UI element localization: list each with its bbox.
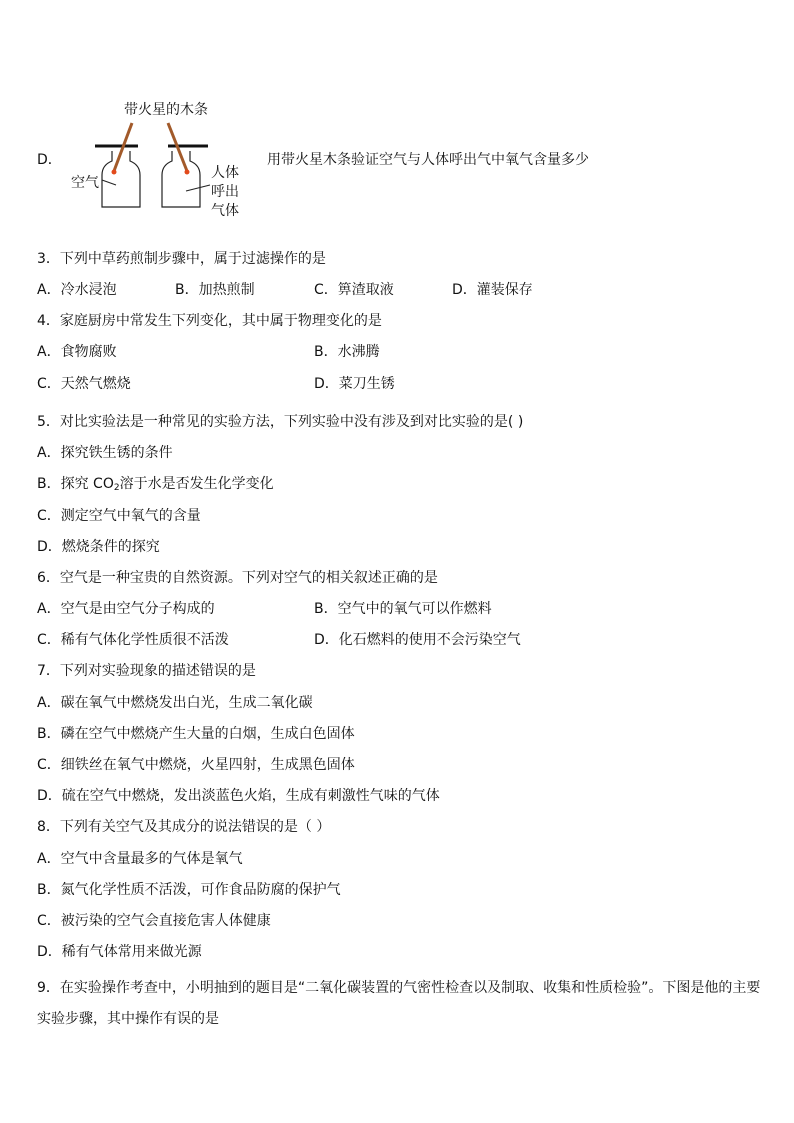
option-d-letter: D． — [37, 152, 62, 168]
q3-stem: 3．下列中草药煎制步骤中，属于过滤操作的是 — [37, 251, 326, 267]
q8-option-a: A．空气中含量最多的气体是氧气 — [37, 851, 243, 867]
q7-option-d: D．硫在空气中燃烧，发出淡蓝色火焰，生成有刺激性气味的气体 — [37, 788, 440, 804]
q6-stem: 6．空气是一种宝贵的自然资源。下列对空气的相关叙述正确的是 — [37, 570, 438, 586]
q3-option-c: C．箅渣取液 — [314, 282, 394, 298]
diagram-label-body-2: 呼出 — [211, 184, 239, 200]
q7-option-b: B．磷在空气中燃烧产生大量的白烟，生成白色固体 — [37, 726, 355, 742]
diagram-label-air: 空气 — [71, 175, 99, 191]
q5-option-a: A．探究铁生锈的条件 — [37, 445, 173, 461]
q3-option-a: A．冷水浸泡 — [37, 282, 117, 298]
q4-option-c: C．天然气燃烧 — [37, 376, 131, 392]
left-ember — [112, 170, 117, 175]
diagram-label-body-3: 气体 — [211, 203, 239, 219]
q8-stem: 8．下列有关空气及其成分的说法错误的是（ ） — [37, 819, 331, 835]
q5-option-c: C．测定空气中氧气的含量 — [37, 508, 201, 524]
q4-stem: 4．家庭厨房中常发生下列变化，其中属于物理变化的是 — [37, 313, 382, 329]
q4-option-d: D．菜刀生锈 — [314, 376, 395, 392]
q7-option-c: C．细铁丝在氧气中燃烧，火星四射，生成黑色固体 — [37, 757, 355, 773]
q5-option-d: D．燃烧条件的探究 — [37, 539, 160, 555]
right-ember — [185, 170, 190, 175]
q4-option-a: A．食物腐败 — [37, 344, 117, 360]
q6-option-b: B．空气中的氧气可以作燃料 — [314, 601, 492, 617]
body-leader-line — [186, 185, 210, 191]
q7-stem: 7．下列对实验现象的描述错误的是 — [37, 663, 256, 679]
option-d-text: 用带火星木条验证空气与人体呼出气中氧气含量多少 — [267, 152, 589, 168]
q6-option-d: D．化石燃料的使用不会污染空气 — [314, 632, 521, 648]
q5-stem: 5．对比实验法是一种常见的实验方法，下列实验中没有涉及到对比实验的是( ) — [37, 414, 524, 430]
q3-option-d: D．灌装保存 — [452, 282, 533, 298]
q9-stem: 9．在实验操作考查中，小明抽到的题目是“二氧化碳装置的气密性检查以及制取、收集和性质检验”。下图是他的主要实验步骤，其中操作有误的是 — [37, 980, 761, 1027]
diagram-label-top: 带火星的木条 — [124, 102, 208, 118]
q4-option-b: B．水沸腾 — [314, 344, 380, 360]
q5-option-b — [37, 474, 274, 498]
q7-option-a: A．碳在氧气中燃烧发出白光，生成二氧化碳 — [37, 695, 313, 711]
q6-option-a: A．空气是由空气分子构成的 — [37, 601, 215, 617]
q5-option-b-subscript: 2 — [113, 483, 120, 493]
q5-option-b-rest: 溶于水是否发生化学变化 — [119, 476, 274, 492]
diagram-label-body-1: 人体 — [211, 165, 239, 181]
q8-option-b: B．氮气化学性质不活泼，可作食品防腐的保护气 — [37, 882, 341, 898]
q5-option-b-text: B．探究 CO — [37, 476, 114, 492]
q6-option-c: C．稀有气体化学性质很不活泼 — [37, 632, 229, 648]
left-bottle — [102, 151, 140, 207]
bottles-diagram — [60, 115, 220, 215]
q8-option-c: C．被污染的空气会直接危害人体健康 — [37, 913, 271, 929]
air-leader-line — [102, 180, 116, 185]
q8-option-d: D．稀有气体常用来做光源 — [37, 944, 202, 960]
q3-option-b: B．加热煎制 — [175, 282, 255, 298]
